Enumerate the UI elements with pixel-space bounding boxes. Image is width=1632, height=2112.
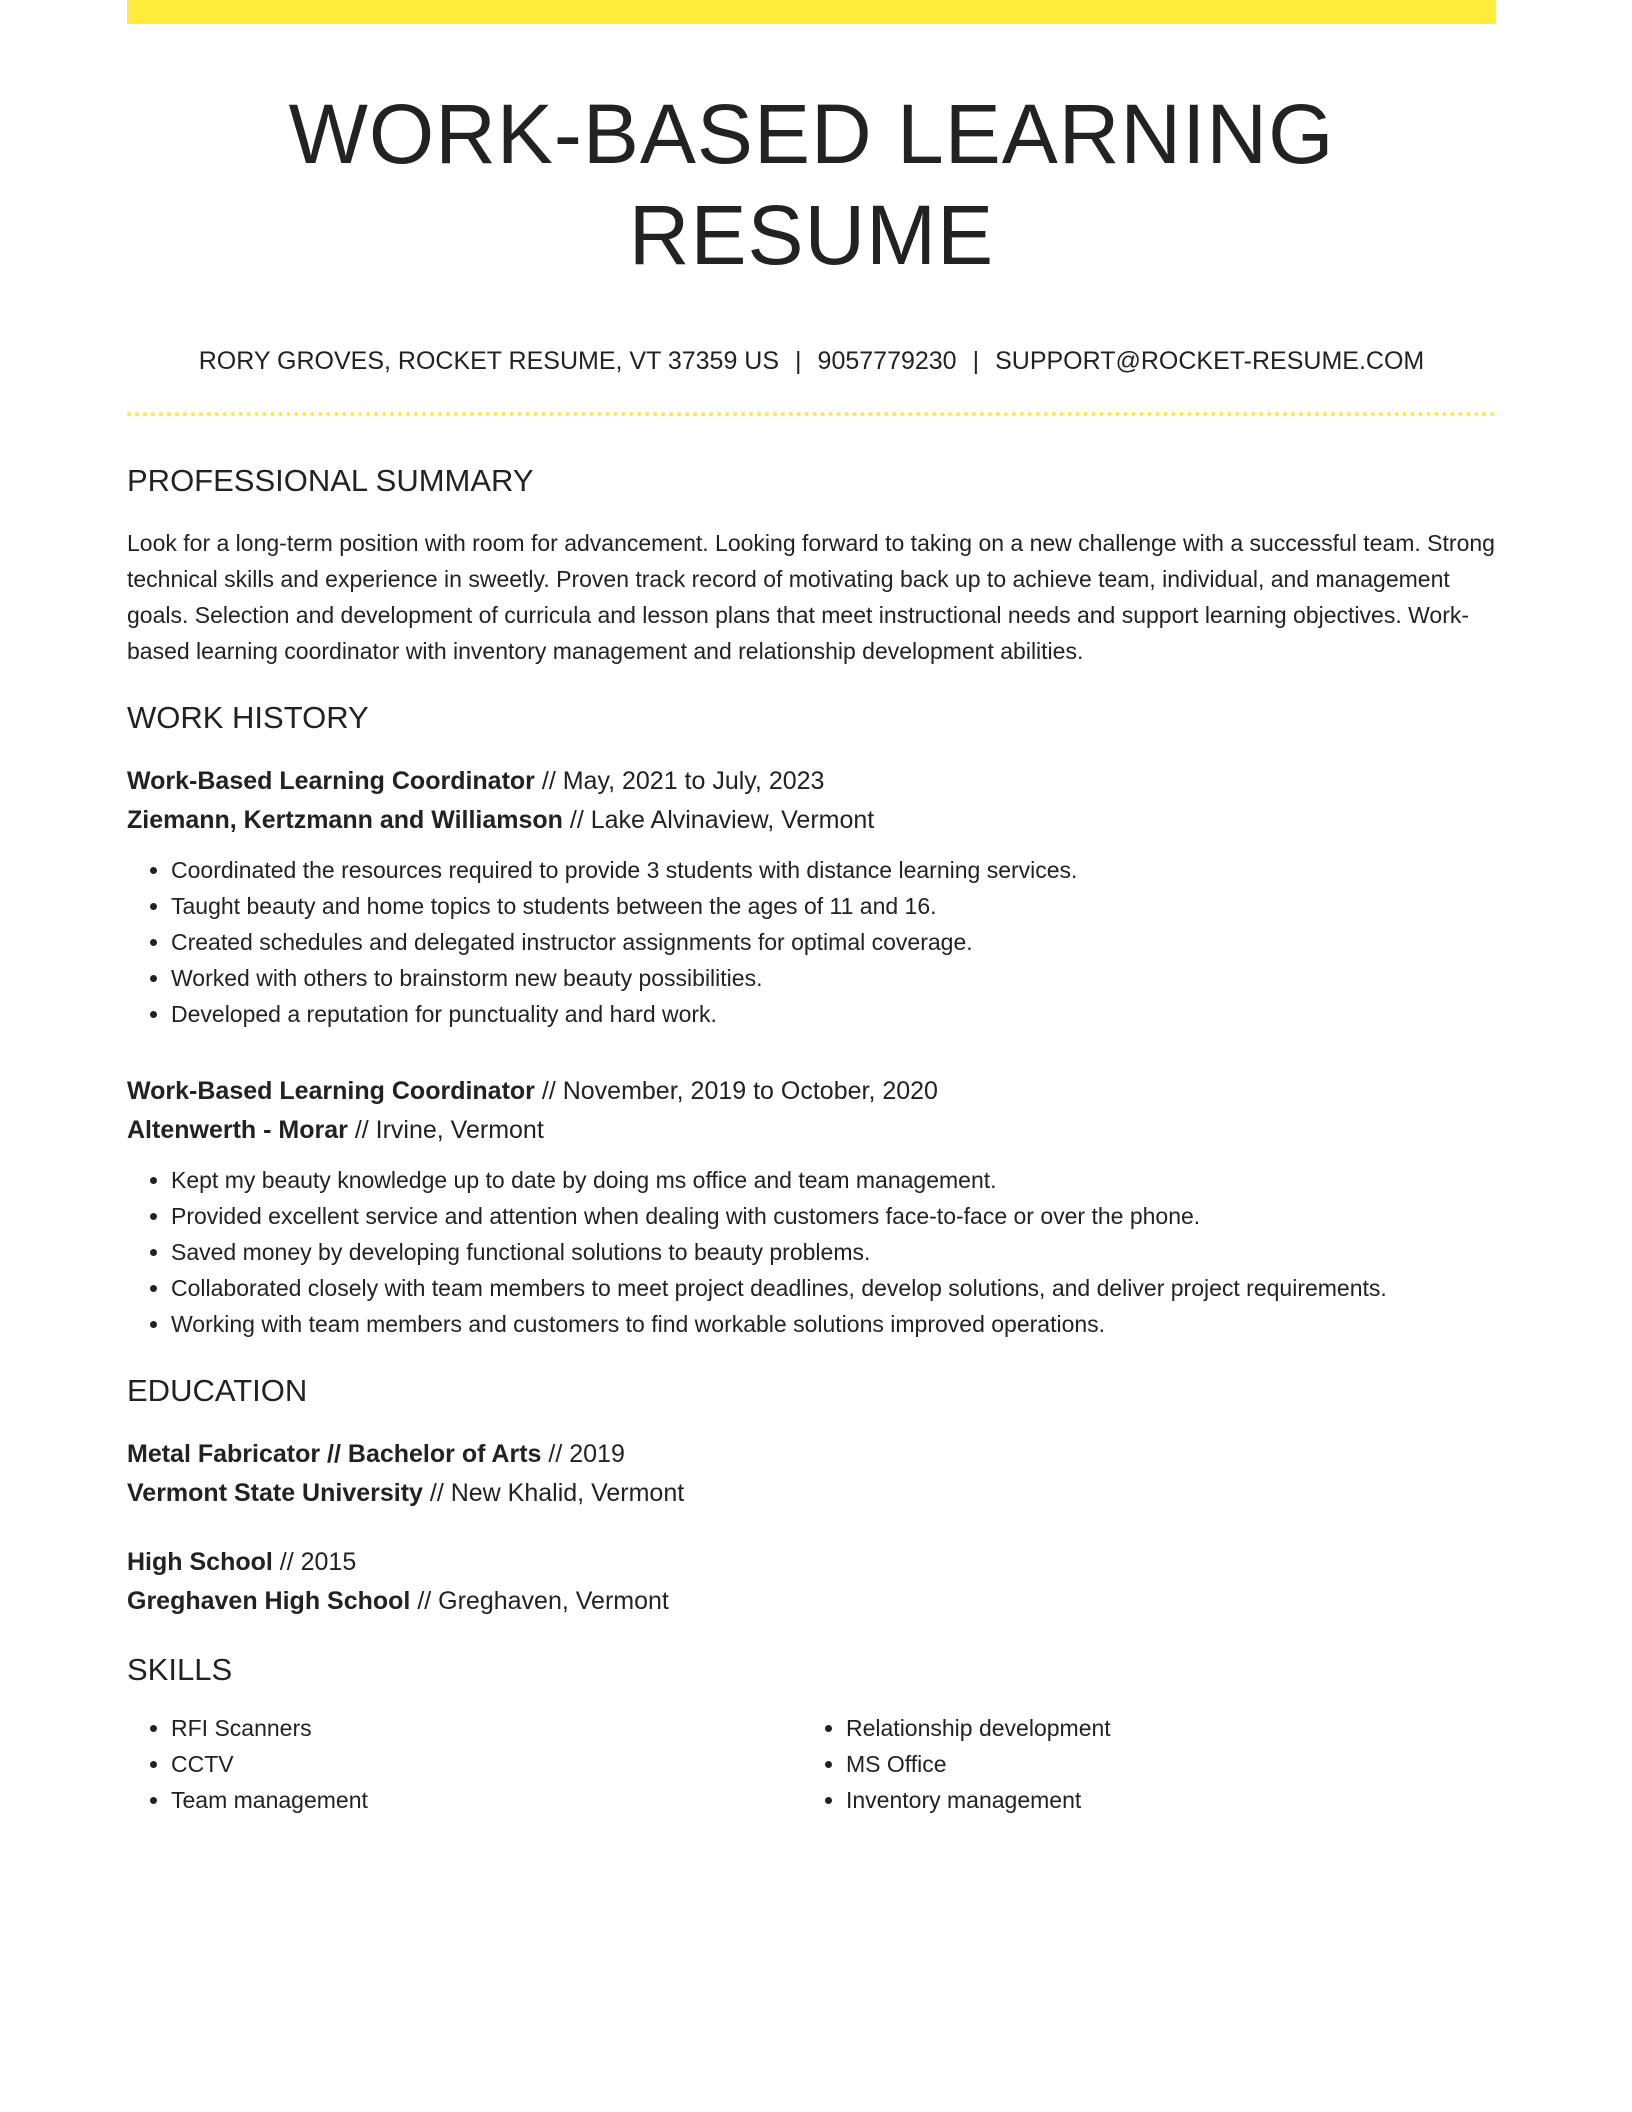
job-company-line [127,1111,1496,1150]
job-entry [127,762,1496,1032]
job-title-line [127,762,1496,801]
job-bullets [127,852,1496,1032]
school-line [127,1474,1496,1513]
skill-item: • CCTV [171,1746,802,1782]
job-location: // Lake Alvinaview, Vermont [569,805,875,834]
skill-item: • Relationship development [846,1710,1477,1746]
graduation-year: // 2015 [279,1548,357,1577]
job-bullet: • Collaborated closely with team members to meet project deadlines, develop solutions, and deliver project requirements. [171,1270,1496,1306]
job-bullet: • Saved money by developing functional solutions to beauty problems. [171,1234,1496,1270]
job-company: Ziemann, Kertzmann and Williamson [127,805,563,834]
job-bullet: • Developed a reputation for punctuality and hard work. [171,996,1496,1032]
contact-separator: | [795,346,802,375]
school-location: // Greghaven, Vermont [417,1587,669,1616]
job-title: Work-Based Learning Coordinator [127,766,535,795]
education-entry [127,1435,1496,1513]
job-bullet: • Taught beauty and home topics to students between the ages of 11 and 16. [171,888,1496,924]
work-history-heading: WORK HISTORY [127,699,369,735]
skills-list-right [802,1710,1477,1818]
job-bullets [127,1162,1496,1342]
contact-phone: 9057779230 [817,346,957,375]
job-entry [127,1072,1496,1342]
skill-item: • Team management [171,1782,802,1818]
job-bullet: • Created schedules and delegated instructor assignments for optimal coverage. [171,924,1496,960]
contact-separator: | [972,346,980,375]
contact-email: SUPPORT@ROCKET-RESUME.COM [995,346,1425,375]
contact-line [127,346,1496,376]
education-heading: EDUCATION [127,1372,308,1408]
degree-line [127,1435,1496,1474]
skills-list-left [127,1710,802,1818]
job-title-line [127,1072,1496,1111]
skills-heading: SKILLS [127,1652,233,1688]
school-name: Vermont State University [127,1479,423,1508]
skill-item: • Inventory management [846,1782,1477,1818]
resume-title: WORK-BASED LEARNING RESUME [288,87,1335,282]
job-company-line [127,801,1496,840]
job-location: // Irvine, Vermont [354,1115,544,1144]
degree-line [127,1543,1496,1582]
job-bullet: • Coordinated the resources required to provide 3 students with distance learning services. [171,852,1496,888]
degree: High School [127,1548,273,1577]
job-dates: // May, 2021 to July, 2023 [541,766,825,795]
summary-heading: PROFESSIONAL SUMMARY [127,462,534,498]
job-company: Altenwerth - Morar [127,1115,348,1144]
degree: Metal Fabricator // Bachelor of Arts [127,1440,542,1469]
job-title: Work-Based Learning Coordinator [127,1076,535,1105]
skill-item: • MS Office [846,1746,1477,1782]
resume-page [127,0,1496,1818]
job-bullet: • Worked with others to brainstorm new beauty possibilities. [171,960,1496,996]
skill-item: • RFI Scanners [171,1710,802,1746]
job-bullet: • Working with team members and customers to find workable solutions improved operations. [171,1306,1496,1342]
school-location: // New Khalid, Vermont [429,1479,685,1508]
school-line [127,1582,1496,1621]
dotted-divider [127,412,1496,416]
skills-columns [127,1710,1496,1818]
job-bullet: • Provided excellent service and attention when dealing with customers face-to-face or over the phone. [171,1198,1496,1234]
school-name: Greghaven High School [127,1587,411,1616]
job-dates: // November, 2019 to October, 2020 [541,1076,938,1105]
summary-text: Look for a long-term position with room for advancement. Looking forward to taking on a new challenge with a successful team. Strong technical skills and experience in sweetly. Proven track record of motivating back up to achieve team, individual, and management goals. Selection and development of curricula and lesson plans that meet instructional needs and support learning objectives. Work-based learning coordinator with inventory management and relationship development abilities. [127,529,1495,664]
education-entry [127,1543,1496,1621]
contact-address: RORY GROVES, ROCKET RESUME, VT 37359 US [198,346,780,375]
accent-bar [127,0,1496,24]
job-bullet: • Kept my beauty knowledge up to date by doing ms office and team management. [171,1162,1496,1198]
graduation-year: // 2019 [548,1440,625,1469]
